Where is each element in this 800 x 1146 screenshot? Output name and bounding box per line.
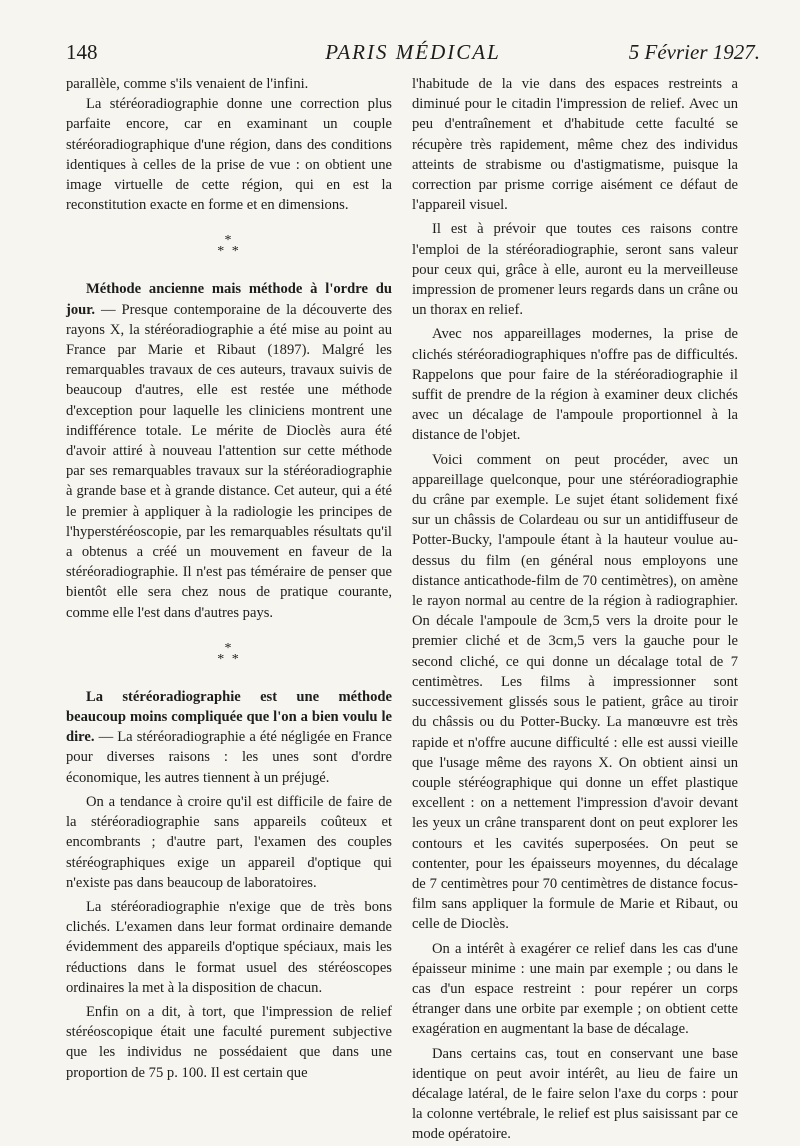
section-text: — La stéréoradiographie a été négligée en France pour diverses raisons : les unes sont d'ordre économique, les autres tiennent à un préjugé. — [66, 729, 392, 786]
separator-star-bottom: * * — [217, 651, 241, 667]
section-paragraph — [66, 687, 392, 788]
paragraph: On a intérêt à exagérer ce relief dans les cas d'une épaisseur minime : une main par exemple ; ou dans le cas d'un espace restreint : pour repérer un corps étranger dans une orbite par exemple ; on obtient cette exagération en augmentant la base de décalage. — [412, 940, 738, 1038]
right-column — [412, 74, 738, 1145]
section-separator — [66, 640, 392, 667]
page-number: 148 — [66, 40, 98, 64]
paragraph: l'habitude de la vie dans des espaces restreints a diminué pour le citadin l'impression de relief. Avec un peu d'entraînement et d'habitude cette faculté se récupère très rapidement, même chez des individus atteints de strabisme ou d'astigmatisme, puisque la correction par prisme corrige aisément ce défaut de l'appareil visuel. — [412, 76, 738, 214]
paragraph: Voici comment on peut procéder, avec un appareillage quelconque, pour une stéréoradiographie du crâne par exemple. Le sujet étant solidement fixé sur un châssis de Colardeau ou sur un antidiffuseur de Potter-Bucky, l'ampoule étant à la hauteur voulue au-dessus du film (en général nous employons une distance anticathode-film de 70 centimètres), on amène le rayon normal au centre de la région à radiographier. On décale l'ampoule de 3cm,5 vers la droite pour le premier cliché et de 3cm,5 vers la gauche pour le second cliché, ce qui donne un décalage total de 7 centimètres. Les films à impressionner sont successivement glissés sous le patient, grâce au tiroir du châssis ou du Potter-Bucky. La manœuvre est très rapide et n'offre aucune difficulté : elle est aussi vieille que l'usage même des rayons X. On obtient ainsi un couple stéréographique qui donne un effet plastique excellent : on a nettement l'impression d'avoir devant les yeux un crâne transparent dont on peut explorer les contours et les cavités superposées. On peut se contenter, pour les épaisseurs moyennes, du décalage de 7 centimètres pour 70 centimètres de distance focus-film sans appliquer la formule de Marie et Ribaut, ou celle de Dioclès. — [412, 451, 738, 933]
section-separator — [66, 233, 392, 260]
paragraph: Avec nos appareillages modernes, la prise de clichés stéréoradiographiques n'offre pas de difficultés. Rappelons que pour faire de la stéréoradiographie il suffit de prendre de la région à examiner deux clichés avec un décalage de l'ampoule proportionnel à la distance de l'objet. — [412, 326, 738, 444]
paragraph: La stéréoradiographie donne une correction plus parfaite encore, car en examinant un couple stéréoradiographique d'une région, dans des conditions identiques à celles de la prise de vue : on obtient une image virtuelle de cette région, qui en est la reconstitution exacte en forme et en dimensions. — [66, 96, 392, 214]
paragraph: Dans certains cas, tout en conservant une base identique on peut avoir intérêt, au lieu de faire un décalage latéral, de le faire selon l'axe du corps : pour la colonne vertébrale, le relief est plus saisissant par ce mode opératoire. — [412, 1045, 738, 1143]
journal-title: PARIS MÉDICAL — [325, 40, 501, 64]
section-text: — Presque contemporaine de la découverte des rayons X, la stéréoradiographie a été mise au point au France par Marie et Ribaut (1897). Malgré les remarquables travaux de ces auteurs, travaux suivis de beaucoup d'autres, elle est restée une méthode d'exception pour laquelle les cliniciens montrent une indifférence totale. Le mérite de Dioclès aura été d'avoir attiré à nouveau l'attention sur cette méthode par ses remarquables travaux sur la stéréoradiographie à grande base et à grande distance. Cet auteur, qui a été le premier à appliquer à la radiologie les principes de l'hyperstéréoscopie, par les remarquables résultats qu'il a obtenus a créé un mouvement en faveur de la stéréoradiographie. Il n'est pas téméraire de penser que bientôt elle sera chez nous de pratique courante, comme elle l'est dans d'autres pays. — [66, 301, 392, 621]
issue-date: 5 Février 1927. — [628, 40, 760, 64]
paragraph: Enfin on a dit, à tort, que l'impression de relief stéréoscopique était une faculté purement subjective que les individus ne possédaient que dans une proportion de 75 p. 100. Il est certain que — [66, 1003, 392, 1081]
section-heading: Méthode ancienne mais méthode à l'ordre du jour. — [66, 281, 392, 318]
section-paragraph — [66, 279, 392, 622]
section-heading: La stéréoradiographie est une méthode beaucoup moins compliquée que l'on a bien voulu le dire. — [66, 688, 392, 746]
paragraph: parallèle, comme s'ils venaient de l'infini. — [66, 76, 309, 92]
paragraph: Il est à prévoir que toutes ces raisons contre l'emploi de la stéréoradiographie, seront sans valeur pour ceux qui, grâce à elle, auront eu la merveilleuse impression de promener leurs regards dans un crâne ou un thorax en relief. — [412, 221, 738, 319]
separator-star-bottom: * * — [217, 244, 241, 260]
paragraph: La stéréoradiographie n'exige que de très bons clichés. L'examen dans leur format ordinaire demande évidemment des appareils d'optique spéciaux, mais les réductions dans le format usuel des stéréoscopes ordinaires la met à la disposition de chacun. — [66, 898, 392, 996]
separator-star-top: * — [224, 233, 234, 249]
page-header — [66, 36, 760, 68]
paragraph: On a tendance à croire qu'il est difficile de faire de la stéréoradiographie sans appareils coûteux et encombrants ; d'autre part, l'examen des couples stéréographiques exige un appareil d'optique qui n'existe pas dans beaucoup de laboratoires. — [66, 793, 392, 891]
separator-star-top: * — [224, 640, 234, 656]
left-column — [66, 74, 392, 1083]
